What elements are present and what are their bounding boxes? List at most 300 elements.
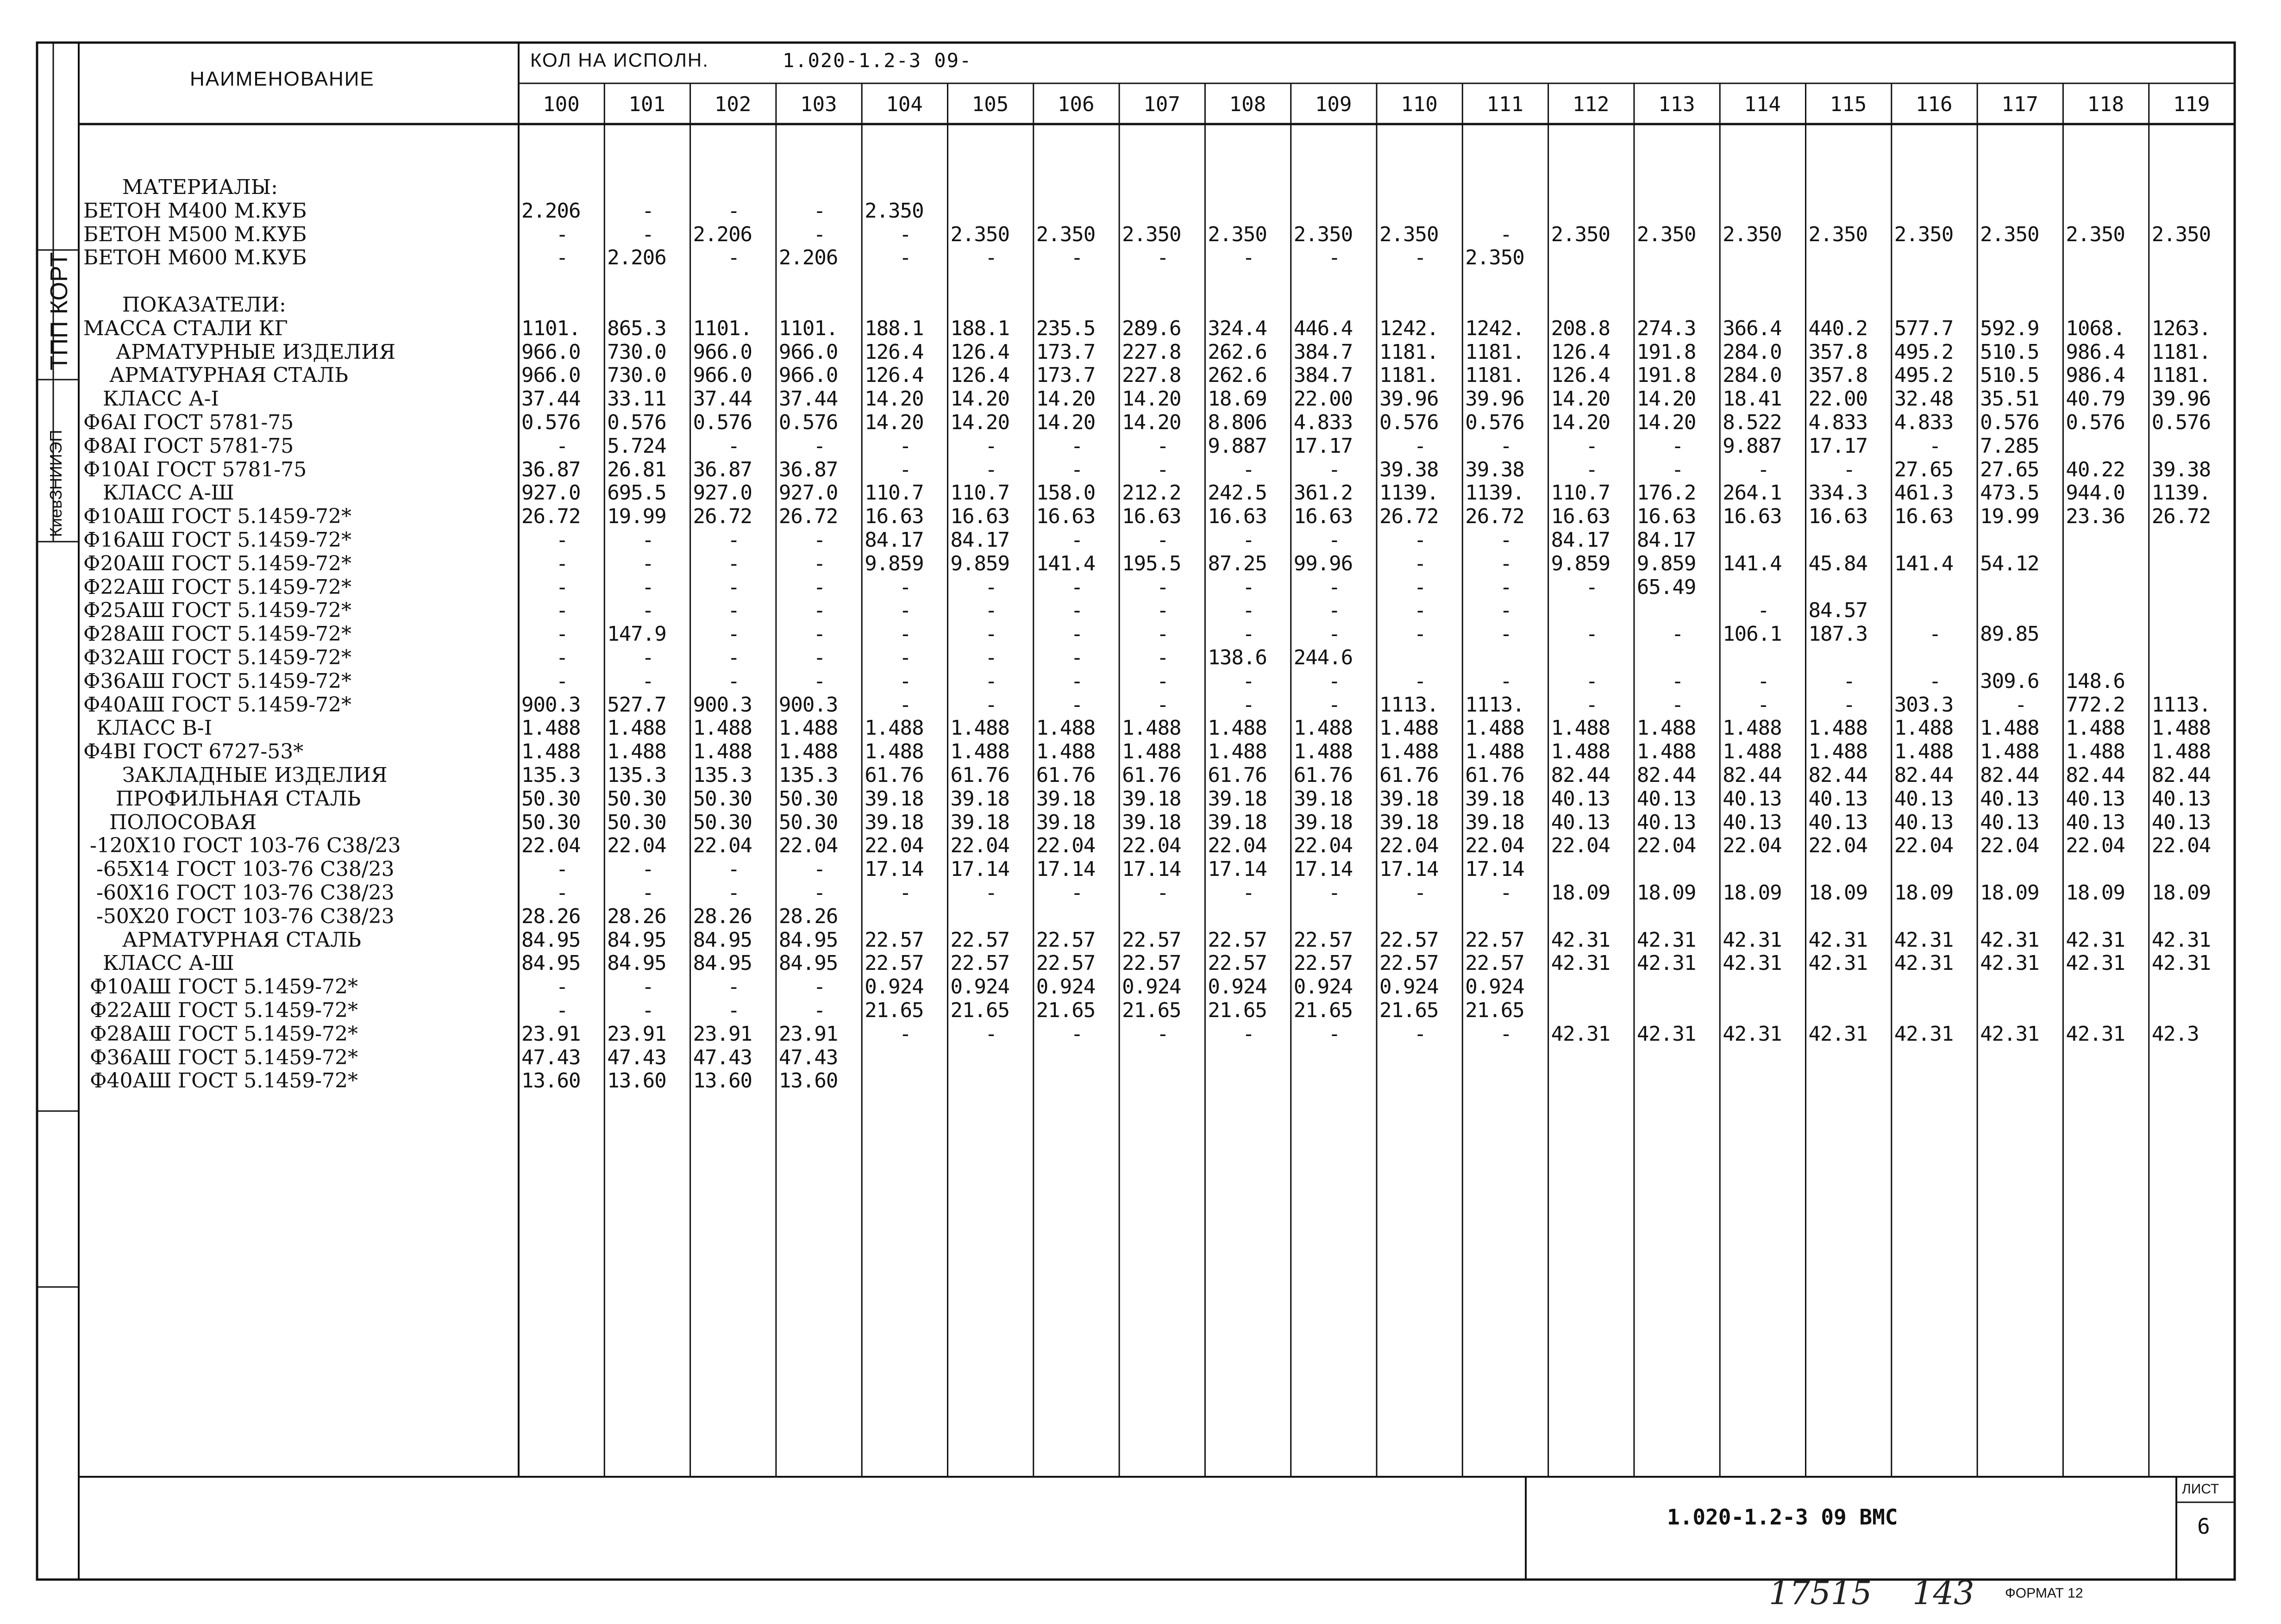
table-cell: 14.20 <box>950 411 1009 434</box>
table-cell: 0.924 <box>1122 975 1181 999</box>
table-cell: 39.18 <box>1208 810 1267 834</box>
table-cell: 16.63 <box>1636 505 1696 529</box>
table-cell: - <box>642 975 654 999</box>
table-cell: 13.60 <box>607 1069 666 1093</box>
table-cell: - <box>642 999 654 1022</box>
table-cell: 28.26 <box>521 904 581 928</box>
table-cell: 61.76 <box>1208 763 1267 787</box>
table-cell: 18.41 <box>1723 387 1782 411</box>
table-cell: - <box>1500 575 1512 599</box>
table-cell: - <box>1242 457 1254 481</box>
table-cell: 42.31 <box>1723 928 1782 952</box>
table-cell: - <box>985 669 997 693</box>
table-cell: - <box>1414 669 1426 693</box>
table-cell: - <box>1843 457 1855 481</box>
table-cell: 1.488 <box>1122 716 1181 740</box>
table-cell: - <box>1585 622 1598 646</box>
table-cell: 82.44 <box>2066 763 2125 787</box>
table-cell: 22.57 <box>950 928 1009 952</box>
table-cell: 1139. <box>2151 481 2211 505</box>
table-cell: - <box>1500 622 1512 646</box>
column-number: 103 <box>800 93 837 116</box>
table-cell: 9.859 <box>865 551 924 575</box>
table-cell: 39.18 <box>1379 810 1439 834</box>
table-cell: - <box>1414 599 1426 623</box>
table-cell: 14.20 <box>865 411 924 434</box>
table-cell: 1.488 <box>950 740 1009 764</box>
table-cell: - <box>813 551 826 575</box>
table-cell: 1.488 <box>1465 716 1524 740</box>
table-cell: - <box>642 551 654 575</box>
table-cell: 39.18 <box>1465 787 1524 811</box>
table-cell: 22.57 <box>1208 951 1267 975</box>
row-label: ПРОФИЛЬНАЯ СТАЛЬ <box>83 787 361 811</box>
table-cell: - <box>1242 599 1254 623</box>
table-cell: - <box>642 881 654 905</box>
table-cell: 36.87 <box>521 457 581 481</box>
table-cell: - <box>1757 693 1769 717</box>
table-cell: 1181. <box>1465 340 1524 364</box>
table-cell: - <box>2014 693 2027 717</box>
table-cell: 126.4 <box>950 340 1009 364</box>
table-cell: 40.13 <box>2066 787 2125 811</box>
table-cell: 82.44 <box>1723 763 1782 787</box>
table-cell: - <box>727 881 739 905</box>
table-cell: - <box>813 857 826 881</box>
table-cell: 5.724 <box>607 434 666 458</box>
table-cell: 14.20 <box>1122 411 1181 434</box>
table-cell: - <box>813 646 826 669</box>
table-cell: 61.76 <box>1036 763 1096 787</box>
table-cell: 7.285 <box>1980 434 2039 458</box>
table-cell: - <box>1328 622 1341 646</box>
table-cell: - <box>1328 669 1341 693</box>
table-cell: 284.0 <box>1723 363 1782 387</box>
table-cell: - <box>899 457 911 481</box>
table-cell: 35.51 <box>1980 387 2039 411</box>
table-cell: - <box>813 434 826 458</box>
table-cell: 19.99 <box>607 505 666 529</box>
table-cell: 227.8 <box>1122 363 1181 387</box>
table-cell: 40.13 <box>2151 810 2211 834</box>
table-cell: 966.0 <box>778 340 838 364</box>
table-cell: 510.5 <box>1980 363 2039 387</box>
table-cell: 2.350 <box>1293 222 1353 246</box>
column-number: 101 <box>628 93 666 116</box>
table-cell: 22.04 <box>950 834 1009 858</box>
table-cell: 695.5 <box>607 481 666 505</box>
table-cell: 0.576 <box>521 411 581 434</box>
table-cell: 22.04 <box>607 834 666 858</box>
table-cell: 158.0 <box>1036 481 1096 505</box>
column-number: 102 <box>714 93 752 116</box>
table-cell: - <box>727 599 739 623</box>
table-cell: - <box>1500 222 1512 246</box>
table-cell: - <box>642 528 654 552</box>
table-cell: 9.887 <box>1723 434 1782 458</box>
row-label: Ф10АI ГОСТ 5781-75 <box>83 457 307 481</box>
table-cell: 21.65 <box>950 999 1009 1022</box>
table-cell: 84.95 <box>693 928 752 952</box>
table-cell: 865.3 <box>607 316 666 340</box>
table-cell: 9.887 <box>1208 434 1267 458</box>
table-cell: 26.81 <box>607 457 666 481</box>
table-cell: 22.04 <box>1980 834 2039 858</box>
table-cell: 42.31 <box>1808 951 1867 975</box>
table-cell: - <box>1328 693 1341 717</box>
table-cell: 1181. <box>1465 363 1524 387</box>
table-cell: 1068. <box>2066 316 2125 340</box>
table-cell: 42.31 <box>1980 1022 2039 1046</box>
table-cell: 22.04 <box>778 834 838 858</box>
table-cell: 2.350 <box>1551 222 1610 246</box>
table-cell: 13.60 <box>693 1069 752 1093</box>
table-cell: - <box>1500 1022 1512 1046</box>
table-cell: 577.7 <box>1894 316 1954 340</box>
table-cell: 1181. <box>2151 363 2211 387</box>
table-cell: 40.13 <box>1894 787 1954 811</box>
table-cell: - <box>1500 669 1512 693</box>
table-cell: 50.30 <box>521 787 581 811</box>
table-cell: 40.13 <box>1980 787 2039 811</box>
table-cell: 21.65 <box>1122 999 1181 1022</box>
table-cell: 1.488 <box>1379 716 1439 740</box>
table-cell: 262.6 <box>1208 340 1267 364</box>
table-cell: 366.4 <box>1723 316 1782 340</box>
table-cell: 23.91 <box>521 1022 581 1046</box>
table-cell: 0.576 <box>2151 411 2211 434</box>
column-number: 118 <box>2087 93 2124 116</box>
table-cell: - <box>556 646 568 669</box>
table-cell: 106.1 <box>1723 622 1782 646</box>
table-cell: 173.7 <box>1036 340 1096 364</box>
table-cell: 17.14 <box>1293 857 1353 881</box>
row-label: АРМАТУРНАЯ СТАЛЬ <box>83 928 361 952</box>
table-cell: 357.8 <box>1808 340 1867 364</box>
table-cell: - <box>1671 457 1684 481</box>
table-cell: 84.95 <box>521 928 581 952</box>
table-cell: - <box>1328 1022 1341 1046</box>
table-cell: - <box>727 528 739 552</box>
table-cell: - <box>642 599 654 623</box>
table-cell: - <box>727 646 739 669</box>
table-cell: 33.11 <box>607 387 666 411</box>
table-cell: - <box>813 881 826 905</box>
table-cell: 0.576 <box>778 411 838 434</box>
table-cell: 2.206 <box>521 199 581 223</box>
table-cell: 40.13 <box>1636 810 1696 834</box>
table-cell: 40.13 <box>1636 787 1696 811</box>
table-cell: 1.488 <box>1551 740 1610 764</box>
table-cell: 357.8 <box>1808 363 1867 387</box>
table-cell: - <box>556 246 568 270</box>
table-cell: 0.576 <box>2066 411 2125 434</box>
table-cell: 22.04 <box>521 834 581 858</box>
table-cell: 4.833 <box>1894 411 1954 434</box>
table-cell: - <box>1156 693 1169 717</box>
table-cell: 440.2 <box>1808 316 1867 340</box>
table-cell: - <box>899 669 911 693</box>
table-cell: 39.18 <box>950 787 1009 811</box>
table-cell: 22.04 <box>1465 834 1524 858</box>
table-cell: 135.3 <box>607 763 666 787</box>
table-cell: 27.65 <box>1980 457 2039 481</box>
row-label: -60X16 ГОСТ 103-76 С38/23 <box>83 881 395 905</box>
table-cell: 141.4 <box>1894 551 1954 575</box>
table-cell: 14.20 <box>1551 387 1610 411</box>
table-cell: 510.5 <box>1980 340 2039 364</box>
table-cell: 22.04 <box>1122 834 1181 858</box>
table-cell: 1.488 <box>1980 740 2039 764</box>
table-cell: 16.63 <box>1551 505 1610 529</box>
table-cell: 39.96 <box>1379 387 1439 411</box>
table-cell: 42.31 <box>2066 928 2125 952</box>
table-cell: 1.488 <box>1894 740 1954 764</box>
table-cell: 126.4 <box>865 340 924 364</box>
table-cell: - <box>1328 457 1341 481</box>
table-cell: 262.6 <box>1208 363 1267 387</box>
table-cell: 16.63 <box>1293 505 1353 529</box>
table-cell: 23.91 <box>693 1022 752 1046</box>
table-cell: 17.14 <box>1465 857 1524 881</box>
org-stamp-1: ТПП КОРТ <box>46 252 73 370</box>
table-cell: - <box>1585 434 1598 458</box>
table-cell: - <box>1156 246 1169 270</box>
table-cell: 1.488 <box>1465 740 1524 764</box>
table-cell: - <box>813 528 826 552</box>
table-cell: 1.488 <box>1808 716 1867 740</box>
format-label: ФОРМАТ 12 <box>2005 1586 2083 1601</box>
table-cell: - <box>899 1022 911 1046</box>
table-cell: 39.18 <box>1293 810 1353 834</box>
table-cell: - <box>1671 669 1684 693</box>
table-cell: 966.0 <box>521 340 581 364</box>
table-cell: 65.49 <box>1636 575 1696 599</box>
column-number: 114 <box>1744 93 1781 116</box>
table-cell: 9.859 <box>1636 551 1696 575</box>
table-cell: 42.31 <box>1551 928 1610 952</box>
table-cell: 40.13 <box>1980 810 2039 834</box>
column-number: 110 <box>1401 93 1438 116</box>
table-cell: 22.57 <box>1293 928 1353 952</box>
table-cell: 126.4 <box>1551 363 1610 387</box>
table-cell: 9.859 <box>950 551 1009 575</box>
table-cell: - <box>1156 646 1169 669</box>
table-cell: 16.63 <box>1122 505 1181 529</box>
table-cell: 16.63 <box>1894 505 1954 529</box>
table-cell: 22.57 <box>950 951 1009 975</box>
table-cell: 900.3 <box>693 693 752 717</box>
table-cell: 188.1 <box>950 316 1009 340</box>
table-cell: 1.488 <box>1723 716 1782 740</box>
table-cell: 18.09 <box>1723 881 1782 905</box>
table-cell: 22.04 <box>1379 834 1439 858</box>
table-cell: 84.95 <box>778 928 838 952</box>
table-cell: 16.63 <box>1036 505 1096 529</box>
table-cell: 26.72 <box>778 505 838 529</box>
table-cell: - <box>1156 881 1169 905</box>
table-cell: 227.8 <box>1122 340 1181 364</box>
table-cell: 1113. <box>2151 693 2211 717</box>
table-cell: 18.09 <box>1808 881 1867 905</box>
table-cell: 22.57 <box>1122 951 1181 975</box>
table-cell: 50.30 <box>693 810 752 834</box>
table-cell: 1.488 <box>865 740 924 764</box>
row-label: Ф40АШ ГОСТ 5.1459-72* <box>83 693 352 717</box>
table-cell: 82.44 <box>1551 763 1610 787</box>
table-cell: 50.30 <box>778 810 838 834</box>
table-cell: 42.31 <box>1894 928 1954 952</box>
column-number: 116 <box>1916 93 1953 116</box>
table-cell: 42.31 <box>1551 1022 1610 1046</box>
table-cell: 446.4 <box>1293 316 1353 340</box>
table-cell: 0.924 <box>1036 975 1096 999</box>
column-number: 106 <box>1058 93 1095 116</box>
table-cell: 61.76 <box>950 763 1009 787</box>
table-cell: 14.20 <box>1551 411 1610 434</box>
table-cell: 303.3 <box>1894 693 1954 717</box>
table-cell: 39.18 <box>1122 810 1181 834</box>
table-cell: - <box>1071 575 1083 599</box>
table-cell: - <box>1328 599 1341 623</box>
table-cell: 2.350 <box>1465 246 1524 270</box>
table-cell: 110.7 <box>950 481 1009 505</box>
table-cell: 37.44 <box>521 387 581 411</box>
table-cell: 110.7 <box>865 481 924 505</box>
table-cell: 135.3 <box>778 763 838 787</box>
table-cell: 37.44 <box>778 387 838 411</box>
table-cell: - <box>642 222 654 246</box>
table-cell: 82.44 <box>1636 763 1696 787</box>
table-cell: 1.488 <box>1208 740 1267 764</box>
table-cell: 42.31 <box>1636 928 1696 952</box>
row-label: Ф8АI ГОСТ 5781-75 <box>83 434 294 458</box>
table-cell: 1.488 <box>693 740 752 764</box>
table-cell: 22.04 <box>1636 834 1696 858</box>
table-cell: - <box>1328 575 1341 599</box>
table-cell: 126.4 <box>950 363 1009 387</box>
row-label: АРМАТУРНЫЕ ИЗДЕЛИЯ <box>83 340 396 364</box>
table-cell: 9.859 <box>1551 551 1610 575</box>
table-cell: 84.17 <box>1551 528 1610 552</box>
table-cell: - <box>1500 434 1512 458</box>
table-cell: - <box>1242 881 1254 905</box>
table-cell: - <box>727 622 739 646</box>
table-cell: - <box>1757 457 1769 481</box>
table-cell: - <box>1071 1022 1083 1046</box>
table-cell: 42.31 <box>1808 928 1867 952</box>
table-cell: - <box>727 857 739 881</box>
sheet-label: ЛИСТ <box>2182 1481 2219 1497</box>
table-cell: 1.488 <box>1980 716 2039 740</box>
table-cell: - <box>1071 622 1083 646</box>
table-cell: - <box>1843 693 1855 717</box>
row-label: КЛАСС В-I <box>83 716 212 740</box>
handwritten-number-2: 143 <box>1912 1574 1974 1612</box>
table-cell: 22.57 <box>1293 951 1353 975</box>
table-cell: 47.43 <box>778 1045 838 1069</box>
table-cell: 18.09 <box>2066 881 2125 905</box>
table-cell: - <box>1843 669 1855 693</box>
table-cell: 0.576 <box>607 411 666 434</box>
table-cell: 40.13 <box>2151 787 2211 811</box>
table-cell: 50.30 <box>521 810 581 834</box>
table-cell: 61.76 <box>865 763 924 787</box>
table-cell: - <box>985 1022 997 1046</box>
row-label: Ф28АШ ГОСТ 5.1459-72* <box>83 622 352 646</box>
table-cell: 22.57 <box>1036 928 1096 952</box>
table-cell: 4.833 <box>1293 411 1353 434</box>
table-cell: - <box>1242 669 1254 693</box>
column-number: 100 <box>543 93 580 116</box>
table-cell: 135.3 <box>521 763 581 787</box>
row-label: Ф40АШ ГОСТ 5.1459-72* <box>83 1069 358 1093</box>
table-cell: 16.63 <box>1723 505 1782 529</box>
table-cell: - <box>1071 646 1083 669</box>
table-cell: - <box>1671 622 1684 646</box>
table-cell: 47.43 <box>607 1045 666 1069</box>
table-cell: 1.488 <box>693 716 752 740</box>
table-cell: 0.924 <box>1465 975 1524 999</box>
table-cell: 2.350 <box>1723 222 1782 246</box>
table-cell: 82.44 <box>2151 763 2211 787</box>
row-label: Ф10АШ ГОСТ 5.1459-72* <box>83 975 358 999</box>
table-cell: 191.8 <box>1636 340 1696 364</box>
table-cell: - <box>1071 528 1083 552</box>
table-cell: 40.79 <box>2066 387 2125 411</box>
table-cell: 22.04 <box>2151 834 2211 858</box>
table-cell: 1.488 <box>865 716 924 740</box>
table-cell: 361.2 <box>1293 481 1353 505</box>
table-cell: 8.522 <box>1723 411 1782 434</box>
table-cell: - <box>899 622 911 646</box>
table-cell: 18.09 <box>1894 881 1954 905</box>
table-cell: 22.57 <box>1379 951 1439 975</box>
column-number: 117 <box>2001 93 2038 116</box>
table-cell: - <box>1500 528 1512 552</box>
org-stamp-2: КиевЗНИИЭП <box>46 430 65 537</box>
table-cell: 1.488 <box>521 740 581 764</box>
table-cell: - <box>1156 457 1169 481</box>
table-cell: - <box>1414 622 1426 646</box>
table-cell: - <box>985 599 997 623</box>
table-cell: 8.806 <box>1208 411 1267 434</box>
table-cell: - <box>985 246 997 270</box>
table-cell: - <box>727 669 739 693</box>
table-cell: 42.31 <box>1808 1022 1867 1046</box>
table-cell: - <box>727 246 739 270</box>
table-cell: - <box>1071 457 1083 481</box>
table-cell: 47.43 <box>521 1045 581 1069</box>
table-cell: - <box>727 999 739 1022</box>
table-cell: 17.14 <box>1036 857 1096 881</box>
table-cell: - <box>985 575 997 599</box>
table-cell: - <box>1071 881 1083 905</box>
handwritten-number-1: 17515 <box>1769 1574 1872 1612</box>
table-cell: 39.18 <box>865 787 924 811</box>
table-cell: 39.38 <box>1465 457 1524 481</box>
table-cell: 1.488 <box>1036 716 1096 740</box>
table-cell: 22.57 <box>1036 951 1096 975</box>
table-cell: 0.924 <box>1379 975 1439 999</box>
table-cell: - <box>899 599 911 623</box>
table-cell: 110.7 <box>1551 481 1610 505</box>
table-cell: 1.488 <box>1122 740 1181 764</box>
table-cell: 1.488 <box>1379 740 1439 764</box>
table-cell: - <box>556 857 568 881</box>
table-cell: 14.20 <box>1636 387 1696 411</box>
table-cell: - <box>1929 622 1941 646</box>
